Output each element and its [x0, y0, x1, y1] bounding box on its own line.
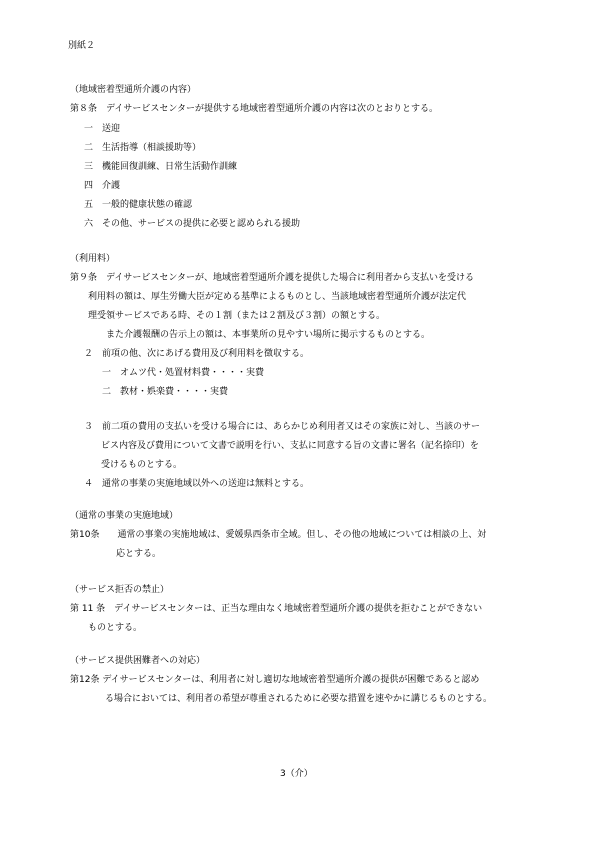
article-12-heading: （サービス提供困難者への対応）	[70, 656, 206, 666]
article-9-text: 利用料の額は、厚生労働大臣が定める基準によるものとし、当該地域密着型通所介護が法定代	[88, 292, 467, 302]
article-9-fee-item: 一 オムツ代・処置材料費・・・・実費	[102, 368, 265, 378]
article-12-text: る場合においては、利用者の希望が尊重されるために必要な措置を速やかに講じるものとする。	[105, 694, 493, 704]
article-10-text: 応とする。	[116, 549, 162, 559]
attachment-label: 別紙２	[68, 41, 96, 51]
article-8-item: 六 その他、サービスの提供に必要と認められる援助	[84, 219, 301, 229]
article-11-text: ものとする。	[88, 623, 143, 633]
article-11-text: 第 11 条 デイサービスセンターは、正当な理由なく地域密着型通所介護の提供を拒むことができない	[70, 604, 483, 614]
article-11-heading: （サービス拒否の禁止）	[70, 585, 170, 595]
article-9-paragraph-3: 受けるものとする。	[101, 460, 183, 470]
article-10-heading: （通常の事業の実施地域）	[70, 511, 179, 521]
article-9-paragraph-2: ２ 前項の他、次にあげる費用及び利用料を徴収する。	[84, 349, 310, 359]
article-8-item: 五 一般的健康状態の確認	[84, 200, 193, 210]
article-8-text: 第８条 デイサービスセンターが提供する地域密着型通所介護の内容は次のとおりとする。	[70, 104, 439, 114]
article-10-text: 第10条 通常の事業の実施地域は、愛媛県西条市全域。但し、その他の地域については相談の上、対	[70, 530, 487, 540]
article-9-text: 理受領サービスである時、その１割（または２割及び３割）の額とする。	[88, 311, 386, 321]
article-8-item: 四 介護	[84, 181, 121, 191]
article-12-text: 第12条 デイサービスセンターは、利用者に対し適切な地域密着型通所介護の提供が困難であると認め	[70, 675, 480, 685]
article-9-heading: （利用料）	[70, 254, 116, 264]
article-9-paragraph-3: ３ 前二項の費用の支払いを受ける場合には、あらかじめ利用者又はその家族に対し、当該のサー	[84, 422, 481, 432]
article-9-text: 第９条 デイサービスセンターが、地域密着型通所介護を提供した場合に利用者から支払いを受ける	[70, 273, 475, 283]
article-9-paragraph-3: ビス内容及び費用について文書で説明を行い、支払に同意する旨の文書に署名（記名捺印）を	[101, 441, 479, 451]
article-8-heading: （地域密着型通所介護の内容）	[70, 85, 197, 95]
article-8-item: 三 機能回復訓練、日常生活動作訓練	[84, 162, 238, 172]
article-9-text: また介護報酬の告示上の額は、本事業所の見やすい場所に掲示するものとする。	[106, 330, 431, 340]
article-9-fee-item: 二 教材・娯楽費・・・・実費	[102, 387, 229, 397]
article-8-item: 一 送迎	[84, 124, 121, 134]
page-number: 3（介）	[280, 769, 313, 779]
article-9-paragraph-4: ４ 通常の事業の実施地域以外への送迎は無料とする。	[84, 479, 310, 489]
article-8-item: 二 生活指導（相談援助等）	[84, 143, 202, 153]
